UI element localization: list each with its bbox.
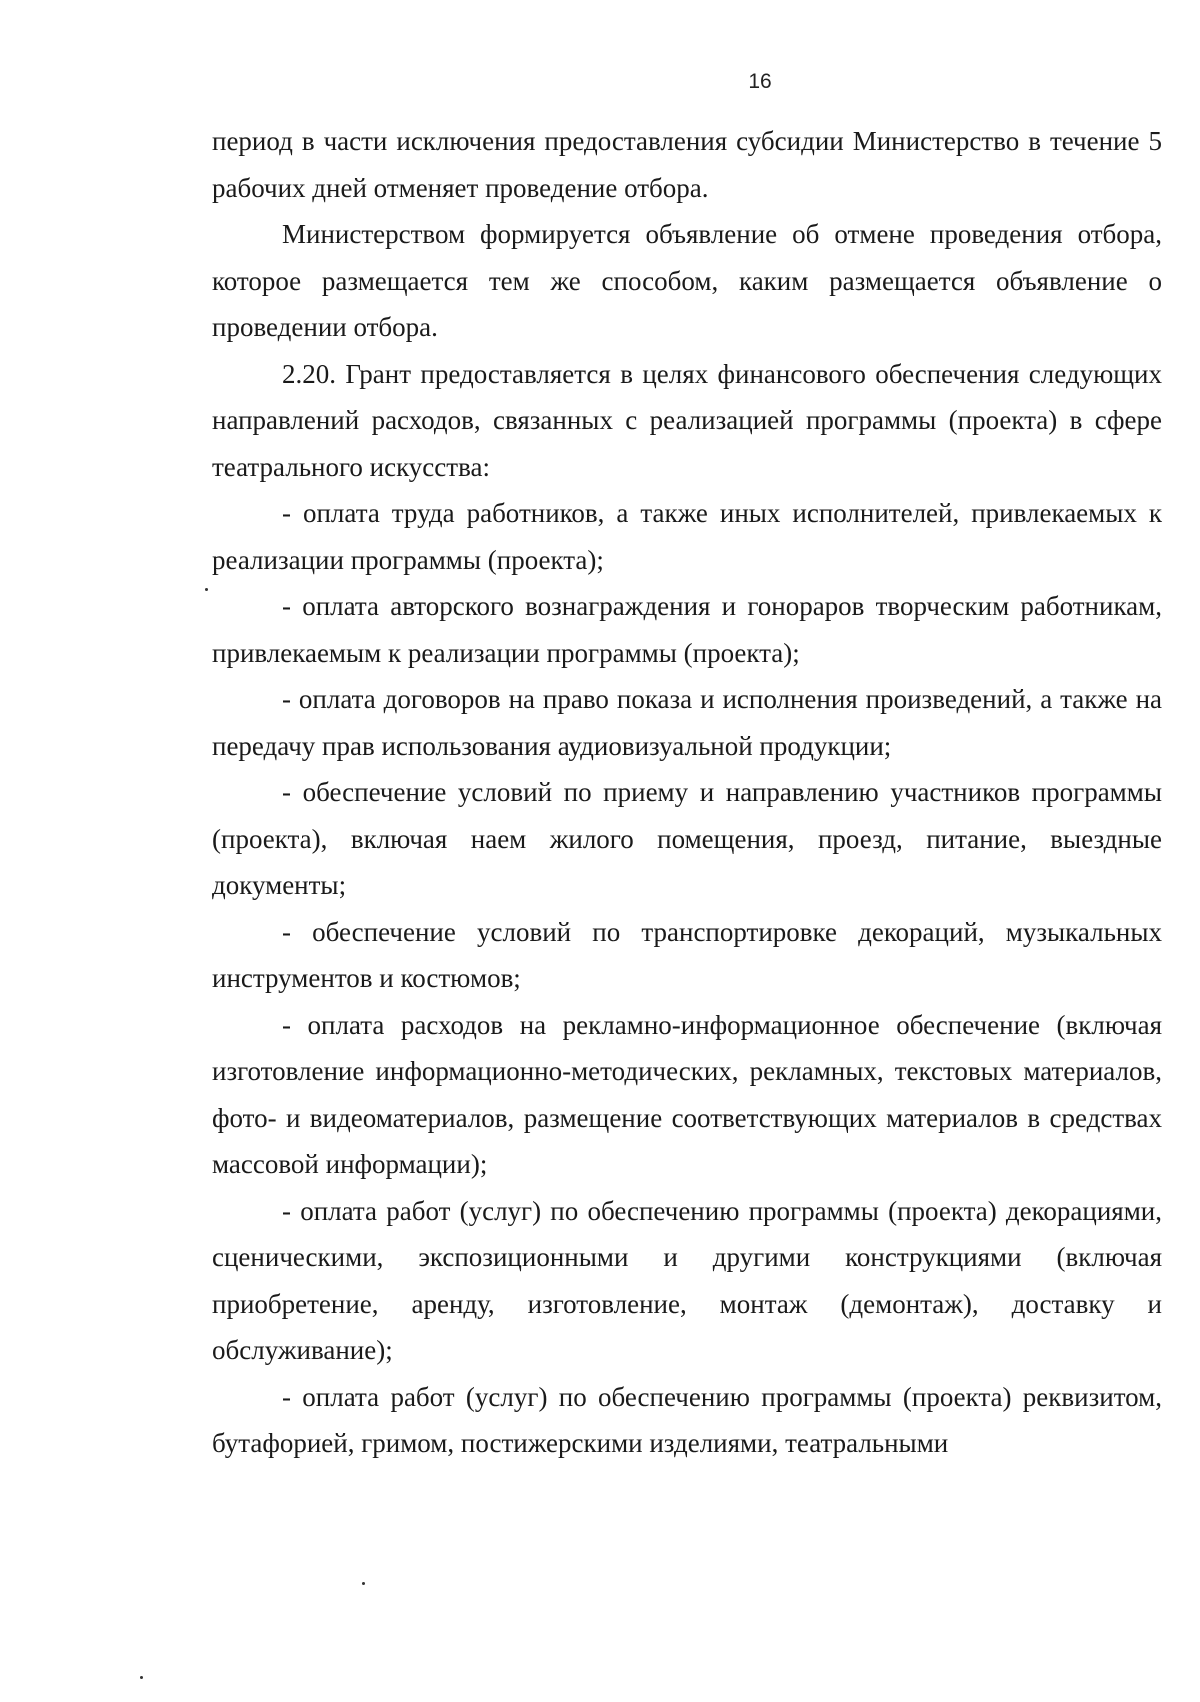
paragraph-cancellation-notice: Министерством формируется объявление об отмене проведения отбора, которое размещается тем же способом, каким размещается объявление о проведении отбора. (212, 219, 1162, 342)
list-item-advertising: - оплата расходов на рекламно-информационное обеспечение (включая изготовление информационно-методических, рекламных, текстовых материалов, фото- и видеоматериалов, размещение соответствующих материалов в средствах массовой информации); (212, 1009, 1162, 1179)
paragraph-section-2-20: 2.20. Грант предоставляется в целях финансового обеспечения следующих направлений расходов, связанных с реализацией программы (проекта) в сфере театрального искусства: (212, 358, 1162, 482)
list-item-scenery-works: - оплата работ (услуг) по обеспечению программы (проекта) декорациями, сценическими, экспозиционными и другими конструкциями (включая приобретение, аренду, изготовление, монтаж (демонтаж), доставку и обслуживание); (212, 1195, 1162, 1365)
scan-artifact-dot (205, 588, 208, 591)
document-body (212, 118, 1162, 1467)
page-number: 16 (748, 70, 772, 93)
list-item-author-fees: - оплата авторского вознаграждения и гонораров творческим работникам, привлекаемым к реализации программы (проекта); (212, 591, 1162, 668)
paragraph-continuation: период в части исключения предоставления субсидии Министерство в течение 5 рабочих дней отменяет проведение отбора. (212, 126, 1162, 203)
list-item-participant-travel: - обеспечение условий по приему и направлению участников программы (проекта), включая наем жилого помещения, проезд, питание, выездные документы; (212, 777, 1162, 900)
list-item-props-works: - оплата работ (услуг) по обеспечению программы (проекта) реквизитом, бутафорией, гримом, постижерскими изделиями, театральными (212, 1381, 1162, 1458)
scan-artifact-dot (140, 1676, 143, 1679)
list-item-performance-rights: - оплата договоров на право показа и исполнения произведений, а также на передачу прав использования аудиовизуальной продукции; (212, 684, 1162, 761)
list-item-labor-payment: - оплата труда работников, а также иных исполнителей, привлекаемых к реализации программы (проекта); (212, 498, 1162, 575)
list-item-scenery-transport: - обеспечение условий по транспортировке декораций, музыкальных инструментов и костюмов; (212, 916, 1162, 993)
scan-artifact-dot (362, 1582, 365, 1585)
